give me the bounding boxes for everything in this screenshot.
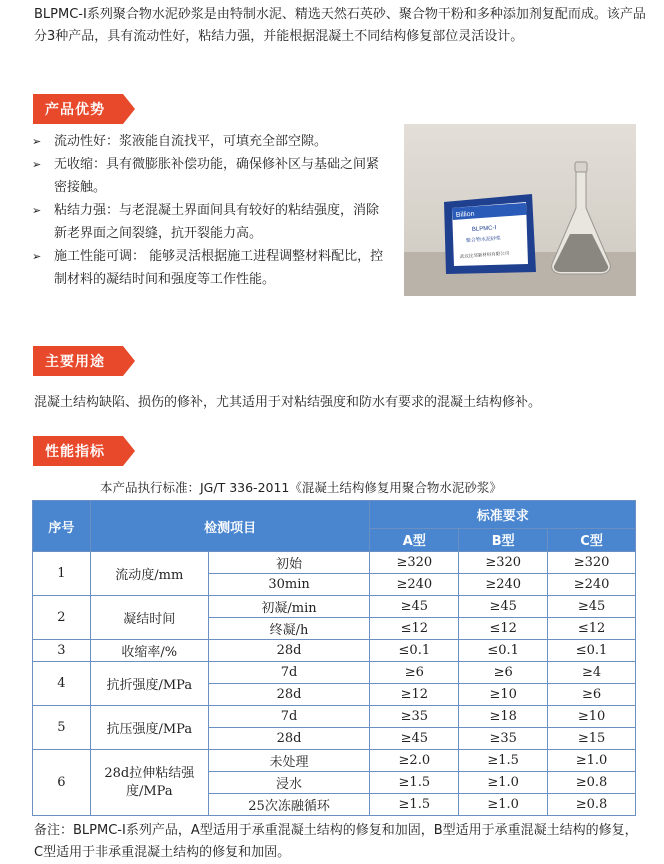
cell-sub: 30min — [208, 574, 370, 596]
cell-no: 3 — [33, 640, 91, 662]
cell-no: 5 — [33, 706, 91, 750]
label-product-name: 聚合物水泥砂浆 — [465, 235, 502, 244]
table-row — [33, 552, 636, 574]
cell-b: ≥6 — [459, 662, 548, 684]
cell-a: ≥35 — [370, 706, 459, 728]
cell-no: 2 — [33, 596, 91, 640]
section-title: 产品优势 — [45, 102, 105, 118]
cell-c: ≥6 — [548, 684, 636, 706]
cell-b: ≥320 — [459, 552, 548, 574]
cell-c: ≥1.0 — [548, 750, 636, 772]
cell-c: ≥10 — [548, 706, 636, 728]
cell-sub: 初凝/min — [208, 596, 370, 618]
cell-c: ≥4 — [548, 662, 636, 684]
cell-no: 1 — [33, 552, 91, 596]
list-item: ➢ 流动性好：浆液能自流找平，可填充全部空隙。 — [30, 130, 390, 153]
cell-item: 凝结时间 — [90, 596, 208, 640]
cell-b: ≤0.1 — [459, 640, 548, 662]
arrow-icon: ➢ — [32, 250, 42, 263]
header-no: 序号 — [33, 501, 91, 552]
cell-item: 抗压强度/MPa — [90, 706, 208, 750]
cell-a: ≥320 — [370, 552, 459, 574]
cell-sub: 28d — [208, 684, 370, 706]
cell-b: ≥18 — [459, 706, 548, 728]
header-item: 检测项目 — [90, 501, 370, 552]
cell-b: ≥10 — [459, 684, 548, 706]
section-heading-performance — [33, 436, 105, 466]
label-brand: Billion — [455, 210, 475, 219]
cell-b: ≥1.5 — [459, 750, 548, 772]
performance-table — [32, 500, 636, 816]
table-row — [33, 750, 636, 772]
table-row — [33, 662, 636, 684]
cell-item: 流动度/mm — [90, 552, 208, 596]
cell-a: ≥240 — [370, 574, 459, 596]
list-item: ➢ 施工性能可调： 能够灵活根据施工进程调整材料配比，控制材料的凝结时间和强度等工作性能。 — [30, 245, 390, 291]
cell-c: ≥15 — [548, 728, 636, 750]
cell-a: ≤12 — [370, 618, 459, 640]
cell-a: ≥45 — [370, 596, 459, 618]
cell-b: ≥240 — [459, 574, 548, 596]
cell-no: 4 — [33, 662, 91, 706]
cell-a: ≥45 — [370, 728, 459, 750]
cell-a: ≥1.5 — [370, 794, 459, 816]
cell-item: 抗折强度/MPa — [90, 662, 208, 706]
cell-a: ≥2.0 — [370, 750, 459, 772]
header-requirement: 标准要求 — [370, 501, 636, 529]
list-item: ➢ 无收缩：具有微膨胀补偿功能，确保修补区与基础之间紧密接触。 — [30, 153, 390, 199]
cell-sub: 初始 — [208, 552, 370, 574]
header-type-b: B型 — [459, 528, 548, 551]
cell-sub: 7d — [208, 706, 370, 728]
section-title: 性能指标 — [45, 444, 105, 460]
cell-sub: 28d — [208, 640, 370, 662]
advantages-list — [30, 130, 390, 291]
table-row — [33, 640, 636, 662]
table-row — [33, 596, 636, 618]
section-heading-advantages — [33, 94, 105, 124]
cell-b: ≥45 — [459, 596, 548, 618]
header-type-a: A型 — [370, 528, 459, 551]
cell-a: ≥1.5 — [370, 772, 459, 794]
table-row — [33, 706, 636, 728]
arrow-icon: ➢ — [32, 135, 42, 148]
arrow-icon: ➢ — [32, 204, 42, 217]
cell-c: ≥320 — [548, 552, 636, 574]
label-model: BLPMC-Ⅰ — [471, 225, 497, 233]
label-company: 武汉比邻新材料有限公司 — [459, 251, 510, 260]
cell-sub: 浸水 — [208, 772, 370, 794]
cell-sub: 25次冻融循环 — [208, 794, 370, 816]
list-item: ➢ 粘结力强：与老混凝土界面间具有较好的粘结强度，消除新老界面之间裂缝，抗开裂能力高。 — [30, 199, 390, 245]
cell-c: ≤0.1 — [548, 640, 636, 662]
cell-c: ≥0.8 — [548, 794, 636, 816]
cell-item: 收缩率/% — [90, 640, 208, 662]
cell-b: ≤12 — [459, 618, 548, 640]
header-type-c: C型 — [548, 528, 636, 551]
product-photo — [404, 124, 636, 296]
cell-a: ≥12 — [370, 684, 459, 706]
note-paragraph: 备注：BLPMC-Ⅰ系列产品，A型适用于承重混凝土结构的修复和加固，B型适用于承重混凝土结构的修复，C型适用于非承重混凝土结构的修复和加固。 — [34, 823, 638, 860]
usage-paragraph: 混凝土结构缺陷、损伤的修补，尤其适用于对粘结强度和防水有要求的混凝土结构修补。 — [34, 395, 542, 410]
cell-b: ≥1.0 — [459, 794, 548, 816]
cell-c: ≥45 — [548, 596, 636, 618]
cell-c: ≥0.8 — [548, 772, 636, 794]
cell-c: ≥240 — [548, 574, 636, 596]
cell-sub: 未处理 — [208, 750, 370, 772]
cell-a: ≥6 — [370, 662, 459, 684]
cell-a: ≤0.1 — [370, 640, 459, 662]
cell-sub: 7d — [208, 662, 370, 684]
intro-paragraph: BLPMC-Ⅰ系列聚合物水泥砂浆是由特制水泥、精选天然石英砂、聚合物干粉和多种添加剂复配而成。该产品分3种产品，具有流动性好，粘结力强，并能根据混凝土不同结构修复部位灵活设计。 — [34, 7, 646, 44]
cell-sub: 28d — [208, 728, 370, 750]
cell-no: 6 — [33, 750, 91, 816]
section-title: 主要用途 — [45, 354, 105, 370]
standard-line: 本产品执行标准：JG/T 336-2011《混凝土结构修复用聚合物水泥砂浆》 — [100, 480, 502, 495]
cell-b: ≥35 — [459, 728, 548, 750]
section-heading-usage — [33, 346, 105, 376]
arrow-icon: ➢ — [32, 158, 42, 171]
cell-c: ≤12 — [548, 618, 636, 640]
cell-sub: 终凝/h — [208, 618, 370, 640]
cell-b: ≥1.0 — [459, 772, 548, 794]
cell-item: 28d拉伸粘结强度/MPa — [90, 750, 208, 816]
